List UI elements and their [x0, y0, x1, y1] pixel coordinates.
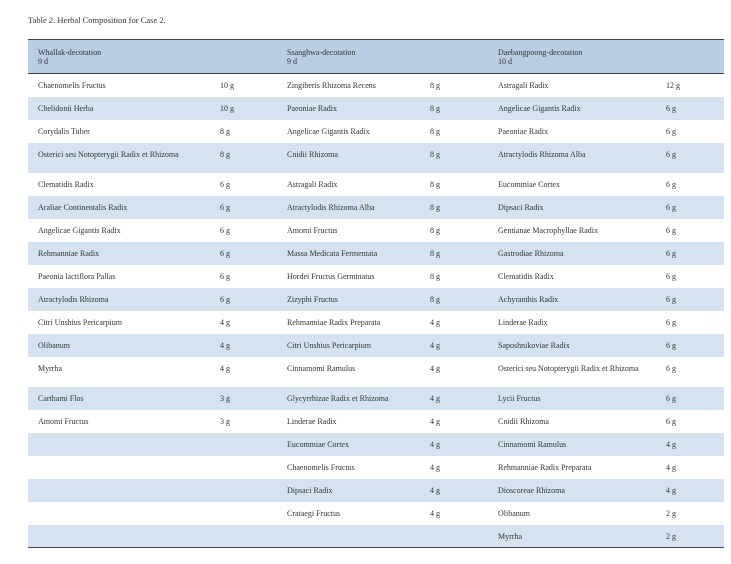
herb-name-daebangpoong: Cinnamomi Ramulus — [498, 439, 567, 449]
herb-amount-whallak: 3 g — [220, 416, 230, 426]
herb-name-whallak: Atractylodis Rhizoma — [38, 294, 109, 304]
column-header-ssanghwa — [277, 40, 488, 74]
table-row — [28, 502, 724, 525]
herb-amount-whallak: 8 g — [220, 149, 230, 159]
herb-amount-daebangpoong: 4 g — [666, 439, 676, 449]
herb-amount-daebangpoong: 6 g — [666, 103, 676, 113]
column-header-days: 9 d — [38, 56, 48, 66]
herb-name-whallak: Chaenomelis Fructus — [38, 81, 106, 90]
herb-name-whallak — [28, 479, 210, 502]
herb-amount-ssanghwa: 8 g — [430, 81, 440, 90]
column-header-name: Whallak-decotation — [38, 47, 102, 57]
herb-amount-whallak — [210, 456, 277, 479]
herb-name-whallak: Corydalis Tuber — [38, 126, 90, 136]
herb-amount-daebangpoong: 2 g — [666, 531, 676, 541]
herb-amount-daebangpoong: 6 g — [666, 393, 676, 403]
herb-amount-whallak: 4 g — [220, 363, 230, 373]
herb-amount-daebangpoong: 6 g — [666, 225, 676, 235]
herb-name-whallak: Carthami Flos — [38, 393, 84, 403]
herb-name-ssanghwa: Massa Medicata Fermentata — [287, 248, 378, 258]
herb-name-ssanghwa: Zizyphi Fructus — [287, 294, 338, 304]
table-caption: Table 2. Herbal Composition for Case 2. — [28, 15, 166, 25]
herb-name-whallak: Olibanum — [38, 340, 70, 350]
herb-amount-whallak: 6 g — [220, 202, 230, 212]
table-row — [28, 288, 724, 311]
column-header-name: Ssanghwa-decotation — [287, 47, 356, 57]
herb-amount-daebangpoong: 6 g — [666, 248, 676, 258]
table-row — [28, 479, 724, 502]
herb-amount-whallak: 10 g — [220, 81, 234, 90]
herb-amount-ssanghwa — [420, 525, 488, 548]
herb-amount-whallak: 6 g — [220, 225, 230, 235]
herb-name-whallak — [28, 502, 210, 525]
herb-amount-daebangpoong: 6 g — [666, 149, 676, 159]
column-header-days: 10 d — [498, 56, 512, 66]
herb-name-whallak: Paeonia lactiflora Pallas — [38, 271, 116, 281]
herb-name-daebangpoong: Eucommiae Cortex — [498, 179, 560, 189]
herb-amount-whallak — [210, 502, 277, 525]
herb-amount-whallak: 8 g — [220, 126, 230, 136]
herb-amount-whallak — [210, 433, 277, 456]
herb-amount-daebangpoong: 12 g — [666, 81, 680, 90]
herb-amount-ssanghwa: 8 g — [430, 179, 440, 189]
herb-name-whallak — [28, 433, 210, 456]
herb-amount-whallak — [210, 525, 277, 548]
table-row — [28, 334, 724, 357]
table-row — [28, 242, 724, 265]
herb-amount-ssanghwa: 8 g — [430, 103, 440, 113]
herb-name-ssanghwa: Angelicae Gigantis Radix — [287, 126, 370, 136]
table-row — [28, 120, 724, 143]
table-row — [28, 219, 724, 242]
herb-name-daebangpoong: Gentianae Macrophyllae Radix — [498, 225, 598, 235]
herbal-composition-table — [28, 39, 724, 548]
table-row — [28, 433, 724, 456]
herb-name-daebangpoong: Cnidii Rhizoma — [498, 416, 549, 426]
herb-amount-daebangpoong: 6 g — [666, 294, 676, 304]
herb-amount-whallak: 6 g — [220, 271, 230, 281]
herb-amount-ssanghwa: 4 g — [430, 340, 440, 350]
herb-amount-ssanghwa: 4 g — [430, 317, 440, 327]
herb-name-daebangpoong: Atractylodis Rhizoma Alba — [498, 149, 586, 159]
herb-amount-whallak: 10 g — [220, 103, 234, 113]
herb-name-whallak: Rehmanniae Radix — [38, 248, 100, 258]
herb-name-daebangpoong: Astragali Radix — [498, 81, 549, 90]
herb-name-whallak: Chelidonii Herba — [38, 103, 94, 113]
herb-amount-daebangpoong: 6 g — [666, 179, 676, 189]
herb-name-whallak — [28, 525, 210, 548]
column-header-days: 9 d — [287, 56, 297, 66]
herb-amount-whallak: 4 g — [220, 340, 230, 350]
herb-amount-daebangpoong: 6 g — [666, 126, 676, 136]
herb-amount-daebangpoong: 6 g — [666, 271, 676, 281]
herb-name-whallak: Araliae Continentalis Radix — [38, 202, 128, 212]
herb-amount-daebangpoong: 4 g — [666, 485, 676, 495]
herb-amount-daebangpoong: 6 g — [666, 317, 676, 327]
table-row — [28, 525, 724, 548]
herb-name-whallak: Citri Unshius Pericarpium — [38, 317, 122, 327]
herb-amount-ssanghwa: 8 g — [430, 248, 440, 258]
herb-amount-ssanghwa: 4 g — [430, 416, 440, 426]
herb-amount-whallak: 3 g — [220, 393, 230, 403]
herb-amount-daebangpoong: 6 g — [666, 416, 676, 426]
herb-amount-whallak — [210, 479, 277, 502]
herb-name-whallak: Angelicae Gigantis Radix — [38, 225, 121, 235]
table-row — [28, 97, 724, 120]
herb-name-daebangpoong: Dipsaci Radix — [498, 202, 544, 212]
herb-name-ssanghwa: Rehmanniae Radix Preparata — [287, 317, 381, 327]
herb-name-ssanghwa: Paeoniae Radix — [287, 103, 337, 113]
herb-name-daebangpoong: Linderae Radix — [498, 317, 548, 327]
column-header-whallak — [28, 40, 277, 74]
herb-amount-whallak: 6 g — [220, 248, 230, 258]
table-row — [28, 74, 724, 97]
herb-name-ssanghwa: Chaenomelis Fructus — [287, 462, 355, 472]
herb-amount-ssanghwa: 4 g — [430, 462, 440, 472]
herb-amount-daebangpoong: 6 g — [666, 202, 676, 212]
herb-amount-ssanghwa: 8 g — [430, 271, 440, 281]
herb-name-daebangpoong: Clematidis Radix — [498, 271, 554, 281]
herb-name-ssanghwa: Atractylodis Rhizoma Alba — [287, 202, 375, 212]
herb-name-whallak: Clematidis Radix — [38, 179, 94, 189]
column-header-name: Daebangpoong-decotation — [498, 47, 583, 57]
herb-amount-ssanghwa: 4 g — [430, 439, 440, 449]
table-row — [28, 173, 724, 196]
herb-amount-ssanghwa: 8 g — [430, 202, 440, 212]
herb-name-ssanghwa: Zingiberis Rhizoma Recens — [287, 81, 376, 90]
herb-name-daebangpoong: Dioscoreae Rhizoma — [498, 485, 565, 495]
herb-amount-ssanghwa: 8 g — [430, 126, 440, 136]
herb-name-ssanghwa: Amomi Fructus — [287, 225, 338, 235]
herb-name-daebangpoong: Olibanum — [498, 508, 530, 518]
herb-name-ssanghwa: Cinnamomi Ramulus — [287, 363, 356, 373]
herb-amount-whallak: 6 g — [220, 179, 230, 189]
table-row — [28, 196, 724, 219]
herb-name-ssanghwa: Crataegi Fructus — [287, 508, 341, 518]
column-header-daebangpoong — [488, 40, 724, 74]
table-body — [28, 74, 724, 548]
herb-amount-ssanghwa: 4 g — [430, 485, 440, 495]
table-row — [28, 387, 724, 410]
herb-amount-ssanghwa: 4 g — [430, 393, 440, 403]
table-row — [28, 456, 724, 479]
herb-name-daebangpoong: Achyranthis Radix — [498, 294, 559, 304]
herb-amount-ssanghwa: 4 g — [430, 508, 440, 518]
herb-name-whallak: Osterici seu Notopterygii Radix et Rhizoma — [38, 149, 179, 159]
herb-amount-daebangpoong: 2 g — [666, 508, 676, 518]
herb-name-ssanghwa: Astragali Radix — [287, 179, 338, 189]
herb-name-daebangpoong: Osterici seu Notopterygii Radix et Rhizoma — [498, 363, 639, 373]
table-row — [28, 311, 724, 334]
herb-name-daebangpoong: Gastrodiae Rhizoma — [498, 248, 564, 258]
herb-name-ssanghwa: Dipsaci Radix — [287, 485, 333, 495]
herb-name-ssanghwa: Linderae Radix — [287, 416, 337, 426]
table-row — [28, 143, 724, 173]
herb-name-ssanghwa — [277, 525, 420, 548]
herb-name-ssanghwa: Hordei Fructus Germinatus — [287, 271, 375, 281]
herb-amount-whallak: 4 g — [220, 317, 230, 327]
herb-amount-ssanghwa: 8 g — [430, 225, 440, 235]
herb-name-whallak — [28, 456, 210, 479]
herb-name-whallak: Amomi Fructus — [38, 416, 89, 426]
herb-name-daebangpoong: Rehmanniae Radix Preparata — [498, 462, 592, 472]
herb-amount-daebangpoong: 6 g — [666, 340, 676, 350]
herb-name-ssanghwa: Eucommiae Cortex — [287, 439, 349, 449]
herb-name-ssanghwa: Cnidii Rhizoma — [287, 149, 338, 159]
herb-amount-daebangpoong: 4 g — [666, 462, 676, 472]
table-row — [28, 265, 724, 288]
herb-name-ssanghwa: Glycyrrhizae Radix et Rhizoma — [287, 393, 389, 403]
table-row — [28, 410, 724, 433]
herb-name-daebangpoong: Myrrha — [498, 531, 522, 541]
herb-name-whallak: Myrrha — [38, 363, 62, 373]
herb-amount-daebangpoong: 6 g — [666, 363, 676, 373]
herb-name-daebangpoong: Lycii Fructus — [498, 393, 541, 403]
herb-amount-ssanghwa: 4 g — [430, 363, 440, 373]
herb-amount-whallak: 6 g — [220, 294, 230, 304]
herb-name-daebangpoong: Paeoniae Radix — [498, 126, 548, 136]
herb-name-daebangpoong: Saposhnikoviae Radix — [498, 340, 570, 350]
herb-name-ssanghwa: Citri Unshius Pericarpium — [287, 340, 371, 350]
herb-amount-ssanghwa: 8 g — [430, 149, 440, 159]
herb-name-daebangpoong: Angelicae Gigantis Radix — [498, 103, 581, 113]
herb-amount-ssanghwa: 8 g — [430, 294, 440, 304]
table-row — [28, 357, 724, 387]
table-header — [28, 40, 724, 74]
